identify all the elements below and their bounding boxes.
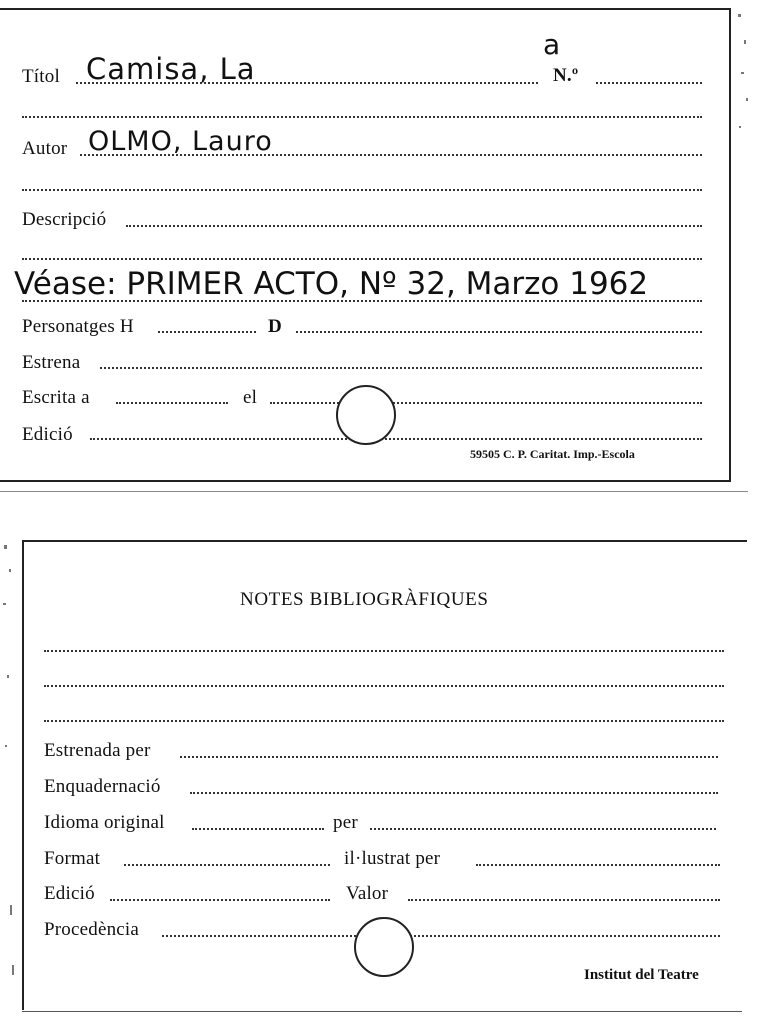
card-border-top [22, 540, 747, 542]
scan-noise [739, 126, 741, 128]
premiered-by-label: Estrenada per [44, 740, 151, 761]
female-characters-line [296, 331, 702, 333]
card-border-top [0, 8, 731, 10]
scan-noise [10, 905, 12, 915]
original-language-line [192, 828, 324, 830]
value-line [408, 899, 720, 901]
catalog-card-back [0, 535, 759, 1028]
value-label: Valor [346, 883, 389, 904]
written-date-line [270, 402, 702, 404]
format-line [124, 864, 330, 866]
card-border-right [729, 8, 731, 482]
scan-noise [738, 14, 741, 17]
translated-by-line [370, 828, 716, 830]
card-border-bottom [22, 1011, 742, 1012]
binding-line [190, 792, 718, 794]
institution-name: Institut del Teatre [584, 967, 699, 983]
provenance-label: Procedència [44, 919, 140, 940]
written-date-label: el [243, 387, 258, 408]
description-line-2 [22, 258, 702, 260]
number-field-line [596, 82, 702, 84]
title-label: Títol [22, 66, 60, 87]
original-language-label: Idioma original [44, 812, 165, 833]
description-label: Descripció [22, 209, 107, 230]
author-continuation-line [22, 189, 702, 191]
card-border-bottom [0, 480, 731, 482]
scan-noise [746, 98, 748, 101]
notes-heading: NOTES BIBLIOGRÀFIQUES [240, 589, 489, 610]
scan-noise [3, 603, 6, 605]
scan-noise [4, 545, 7, 549]
scan-noise [741, 72, 744, 74]
female-characters-label: D [268, 316, 282, 337]
male-characters-line [158, 331, 256, 333]
number-label: N.º [553, 65, 579, 86]
punch-hole [336, 385, 396, 445]
author-value-handwritten: OLMO, Lauro [88, 126, 273, 157]
scan-noise [9, 569, 11, 572]
written-in-line [116, 402, 228, 404]
edition-label: Edició [22, 424, 73, 445]
card-shadow-bottom [0, 491, 748, 492]
premiere-label: Estrena [22, 352, 81, 373]
premiered-by-line [180, 756, 718, 758]
reference-note-handwritten: Véase: PRIMER ACTO, Nº 32, Marzo 1962 [14, 266, 649, 302]
notes-line-2 [44, 685, 724, 687]
premiere-line [100, 367, 702, 369]
author-label: Autor [22, 138, 68, 159]
printer-imprint: 59505 C. P. Caritat. Imp.-Escola [470, 447, 635, 461]
binding-label: Enquadernació [44, 776, 161, 797]
notes-line-1 [44, 650, 724, 652]
characters-label: Personatges H [22, 316, 134, 337]
scan-noise [12, 965, 14, 975]
scan-noise [7, 675, 9, 678]
illustrated-by-line [476, 864, 720, 866]
title-value-handwritten: Camisa, La [86, 52, 256, 86]
author-field-line [80, 154, 702, 156]
punch-hole [354, 917, 414, 977]
description-line-3 [22, 300, 702, 302]
edition-label: Edició [44, 883, 95, 904]
catalog-card-front [0, 0, 759, 495]
title-field-line [76, 82, 538, 84]
translated-by-label: per [333, 812, 358, 833]
scan-noise [744, 40, 746, 44]
title-suffix-handwritten: a [543, 28, 562, 61]
edition-line [90, 438, 702, 440]
card-border-left [22, 540, 24, 1010]
edition-line [110, 899, 330, 901]
notes-line-3 [44, 720, 724, 722]
title-continuation-line [22, 116, 702, 118]
provenance-line [162, 935, 720, 937]
illustrated-by-label: il·lustrat per [344, 848, 441, 869]
format-label: Format [44, 848, 101, 869]
description-field-line [126, 225, 702, 227]
scan-noise [5, 745, 7, 747]
written-in-label: Escrita a [22, 387, 90, 408]
